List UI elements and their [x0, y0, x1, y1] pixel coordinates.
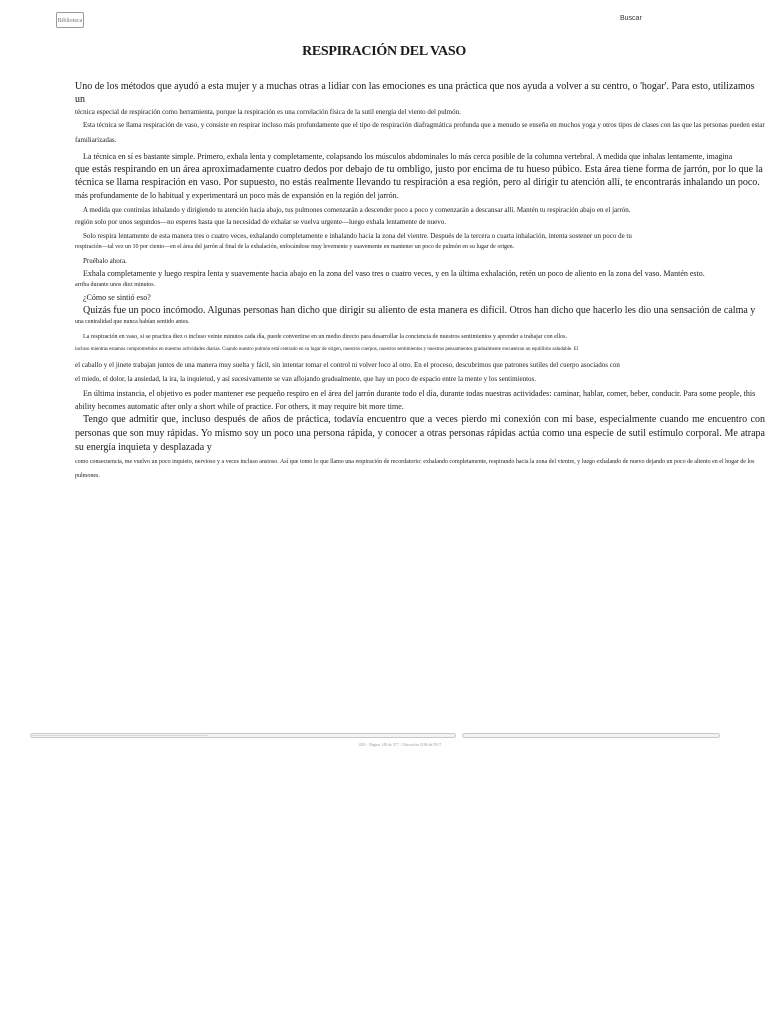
chapter-title: RESPIRACIÓN DEL VASO	[302, 44, 466, 59]
paragraph: más profundamente de lo habitual y experimentará un poco más de expansión en la región del jarrón.	[75, 191, 399, 200]
top-bar	[0, 0, 768, 40]
paragraph: Uno de los métodos que ayudó a esta mujer y a muchas otras a lidiar con las emociones es una práctica que nos ayuda a volver a su centro, o 'hogar'. Para esto, utilizamos un	[75, 81, 755, 105]
reader-content[interactable]	[75, 80, 765, 483]
paragraph: el miedo, el dolor, la ansiedad, la ira, la inquietud, y así sucesivamente se van aflojando gradualmente, que hay un poco de espacio entre la mente y los sentimientos.	[75, 375, 536, 383]
page-location-info: 42% · Página 149 de 377 · Ubicación 2186 de 5917	[358, 742, 442, 747]
paragraph: respiración—tal vez un 10 por ciento—en el área del jarrón al final de la exhalación, enfocándose muy levemente y suavemente en mantener un poco de pulmón en su lugar de origen.	[75, 244, 515, 250]
paragraph: técnica especial de respiración como herramienta, porque la respiración es una correlación física de la sutil energía del viento del pulmón.	[75, 108, 461, 116]
library-button[interactable]: Biblioteca	[56, 12, 84, 28]
reader-footer	[28, 733, 722, 753]
paragraph: arriba durante unos diez minutos.	[75, 282, 156, 288]
paragraph: el caballo y el jinete trabajan juntos de una manera muy suelta y fácil, sin intentar tomar el control ni volver loco al otro. En el proceso, descubrimos que patrones sutiles del cuerpo asociados con	[75, 361, 620, 369]
search-link[interactable]: Buscar	[620, 15, 642, 22]
paragraph: una centralidad que nunca habían sentido antes.	[75, 319, 190, 325]
paragraph: Quizás fue un poco incómodo. Algunas personas han dicho que dirigir su aliento de esta manera es difícil. Otros han dicho que hacerlo les dio una sensación de calma y	[83, 305, 756, 316]
paragraph: ¿Cómo se sintió eso?	[83, 293, 151, 302]
paragraph: Solo respira lentamente de esta manera tres o cuatro veces, exhalando completamente e inhalando hacia la zona del vientre. Después de la tercera o cuarta inhalación, intenta sostener un poco de tu	[83, 232, 632, 240]
paragraph: como consecuencia, me vuelvo un poco inquieto, nervioso y a veces incluso ansioso. Así que tomo lo que llamo una respiración de recordatorio: exhalando completamente, respirando hacia la zona del vientre, y luego exhalando de nuevo dejando un poco de aliento en el hogar de los pulmones.	[75, 459, 755, 479]
paragraph: Esta técnica se llama respiración de vaso, y consiste en respirar incluso más profundamente que el tipo de respiración diafragmática profunda que a menudo se enseña en muchos yoga y otros tipos de clases con las que las personas pueden estar familiarizadas.	[75, 121, 765, 144]
paragraph: La respiración en vaso, si se practica diez o incluso veinte minutos cada día, puede convertirse en un medio directo para desarrollar la conciencia de nuestros sentimientos y aprender a trabajar con ellos.	[83, 334, 567, 340]
paragraph: incluso mientras estamos comprometidos en nuestras actividades diarias. Cuando nuestro pulmón está centrado en su lugar de origen, nuestros cuerpos, nuestros sentimientos y nuestros pensamientos gradualmente encuentran un equilibrio saludable. El	[75, 347, 579, 352]
paragraph: Exhala completamente y luego respira lenta y suavemente hacia abajo en la zona del vaso tres o cuatro veces, y en la última exhalación, retén un poco de aliento en la zona del vaso. Mantén esto.	[83, 269, 705, 278]
reading-progress-bar[interactable]	[30, 733, 456, 738]
paragraph: En última instancia, el objetivo es poder mantener ese pequeño respiro en el área del jarrón durante todo el día, durante todas nuestras actividades: caminar, hablar, comer, beber, conducir. Para some people, this ability becomes automatic after only a short while of practice. For others, it may require bit more time.	[75, 389, 756, 411]
paragraph: Pruébalo ahora.	[83, 257, 127, 265]
reading-progress-fill	[32, 735, 208, 736]
paragraph: La técnica en sí es bastante simple. Primero, exhala lenta y completamente, colapsando los músculos abdominales lo más cerca posible de la columna vertebral. A medida que inhalas lentamente, imagina	[83, 152, 733, 161]
page-scrubber-bar[interactable]	[462, 733, 720, 738]
paragraph: A medida que continúas inhalando y dirigiendo tu atención hacia abajo, tus pulmones comenzarán a descender poco a poco y comenzarán a descansar allí. Mantén tu respiración abajo en el jarrón.	[83, 206, 631, 214]
paragraph: que estás respirando en un área aproximadamente cuatro dedos por debajo de tu ombligo, justo por encima de tu hueso púbico. Esta área tiene forma de jarrón, por lo que la técnica se llama respiración en vaso. Por supuesto, no estás realmente llevando tu respiración a esa región, pero al dirigir tu atención allí, te encontrarás inhalando un poco.	[75, 164, 763, 188]
paragraph: Tengo que admitir que, incluso después de años de práctica, todavía encuentro que a veces pierdo mi conexión con mi base, especialmente cuando me encuentro con personas que son muy rápidas. Yo mismo soy un poco una persona rápida, y conocer a otras personas rápidas actúa como una especie de sutil estímulo corporal. Me atrapa su energía inquieta y desplazada y	[75, 414, 765, 453]
paragraph: región solo por unos segundos—no esperes hasta que la necesidad de exhalar se vuelva urgente—luego exhala lentamente de nuevo.	[75, 218, 446, 226]
